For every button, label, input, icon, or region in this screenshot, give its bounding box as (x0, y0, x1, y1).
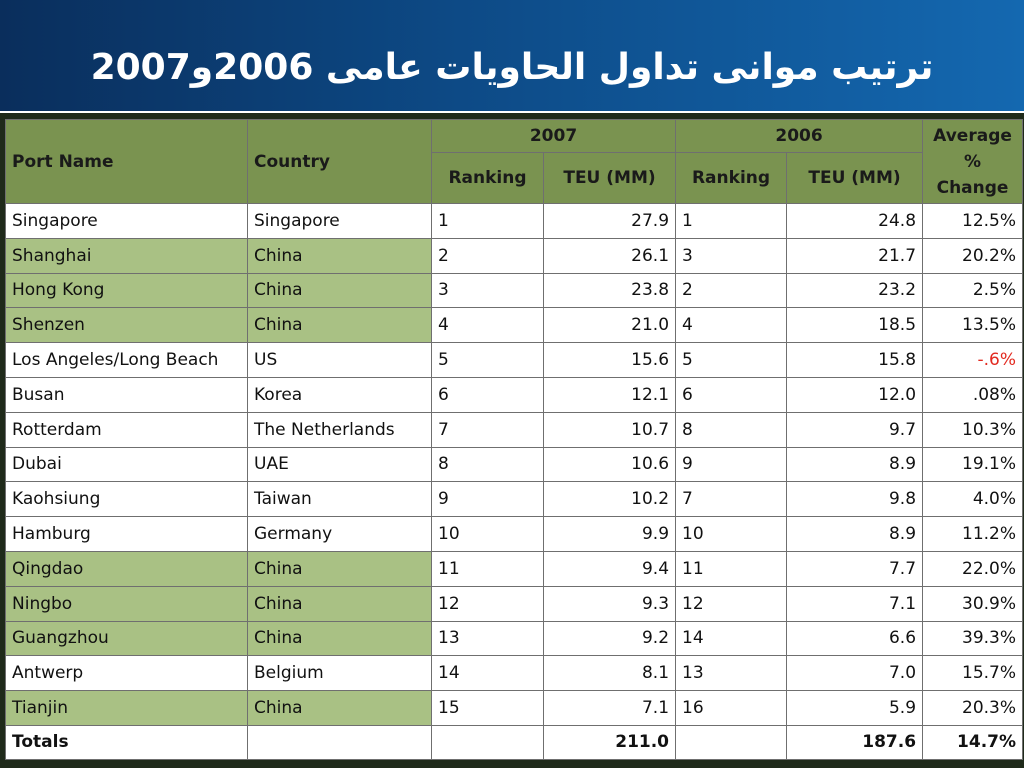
cell-teu-2007: 15.6 (544, 343, 676, 378)
cell-teu-2007: 23.8 (544, 273, 676, 308)
header-year-2007: 2007 (432, 120, 676, 153)
cell-ranking-2007: 5 (432, 343, 544, 378)
cell-country: UAE (248, 447, 432, 482)
header-change-line3: Change (936, 177, 1009, 198)
cell-ranking-2006: 2 (676, 273, 787, 308)
cell-ranking-2007: 6 (432, 377, 544, 412)
cell-average-change: 30.9% (923, 586, 1023, 621)
cell-country: China (248, 621, 432, 656)
header-change-line2: % (964, 151, 982, 172)
header-row-top (6, 120, 1023, 153)
cell-average-change: 11.2% (923, 517, 1023, 552)
totals-label: Totals (6, 725, 248, 759)
cell-port-name: Los Angeles/Long Beach (6, 343, 248, 378)
cell-ranking-2006: 5 (676, 343, 787, 378)
cell-ranking-2007: 8 (432, 447, 544, 482)
port-ranking-table (5, 119, 1023, 760)
cell-port-name: Hamburg (6, 517, 248, 552)
cell-ranking-2007: 15 (432, 691, 544, 726)
totals-teu-2006: 187.6 (787, 725, 923, 759)
cell-ranking-2007: 12 (432, 586, 544, 621)
cell-ranking-2006: 4 (676, 308, 787, 343)
cell-average-change: 2.5% (923, 273, 1023, 308)
cell-ranking-2006: 8 (676, 412, 787, 447)
cell-teu-2006: 21.7 (787, 238, 923, 273)
cell-teu-2006: 15.8 (787, 343, 923, 378)
cell-teu-2006: 9.8 (787, 482, 923, 517)
header-ranking-2007: Ranking (432, 153, 544, 204)
cell-teu-2007: 26.1 (544, 238, 676, 273)
table-row (6, 482, 1023, 517)
cell-country: Belgium (248, 656, 432, 691)
cell-port-name: Qingdao (6, 551, 248, 586)
table-row (6, 343, 1023, 378)
cell-average-change: 4.0% (923, 482, 1023, 517)
cell-port-name: Singapore (6, 204, 248, 239)
header-teu-2006: TEU (MM) (787, 153, 923, 204)
cell-country: Korea (248, 377, 432, 412)
totals-rank-2006-empty (676, 725, 787, 759)
table-row (6, 517, 1023, 552)
cell-ranking-2006: 13 (676, 656, 787, 691)
cell-country: China (248, 586, 432, 621)
cell-ranking-2007: 1 (432, 204, 544, 239)
cell-teu-2006: 8.9 (787, 447, 923, 482)
cell-port-name: Ningbo (6, 586, 248, 621)
cell-ranking-2006: 14 (676, 621, 787, 656)
table-row (6, 447, 1023, 482)
cell-teu-2006: 7.7 (787, 551, 923, 586)
cell-ranking-2007: 13 (432, 621, 544, 656)
table-row (6, 691, 1023, 726)
table-row (6, 273, 1023, 308)
cell-teu-2006: 18.5 (787, 308, 923, 343)
table-row (6, 621, 1023, 656)
cell-port-name: Shenzen (6, 308, 248, 343)
cell-teu-2007: 7.1 (544, 691, 676, 726)
cell-teu-2006: 23.2 (787, 273, 923, 308)
slide-title: ترتيب موانى تداول الحاويات عامى 2006و2007 (90, 47, 934, 88)
cell-average-change: 13.5% (923, 308, 1023, 343)
header-country: Country (248, 120, 432, 204)
cell-country: China (248, 691, 432, 726)
cell-ranking-2006: 12 (676, 586, 787, 621)
cell-teu-2007: 10.6 (544, 447, 676, 482)
totals-change: 14.7% (923, 725, 1023, 759)
cell-ranking-2007: 4 (432, 308, 544, 343)
cell-teu-2006: 7.0 (787, 656, 923, 691)
cell-ranking-2007: 7 (432, 412, 544, 447)
cell-teu-2007: 12.1 (544, 377, 676, 412)
cell-teu-2006: 12.0 (787, 377, 923, 412)
cell-port-name: Dubai (6, 447, 248, 482)
cell-port-name: Rotterdam (6, 412, 248, 447)
cell-port-name: Antwerp (6, 656, 248, 691)
cell-average-change: 20.2% (923, 238, 1023, 273)
cell-average-change: 39.3% (923, 621, 1023, 656)
cell-teu-2006: 7.1 (787, 586, 923, 621)
cell-country: China (248, 308, 432, 343)
cell-ranking-2006: 16 (676, 691, 787, 726)
cell-teu-2007: 9.2 (544, 621, 676, 656)
cell-country: Germany (248, 517, 432, 552)
cell-ranking-2007: 11 (432, 551, 544, 586)
cell-average-change: 10.3% (923, 412, 1023, 447)
header-average-change (923, 120, 1023, 204)
table-row (6, 238, 1023, 273)
cell-teu-2007: 9.4 (544, 551, 676, 586)
cell-teu-2007: 10.2 (544, 482, 676, 517)
cell-ranking-2006: 1 (676, 204, 787, 239)
cell-port-name: Shanghai (6, 238, 248, 273)
header-port-name: Port Name (6, 120, 248, 204)
table-row (6, 412, 1023, 447)
cell-ranking-2007: 10 (432, 517, 544, 552)
cell-teu-2007: 27.9 (544, 204, 676, 239)
table-row (6, 551, 1023, 586)
table-body (6, 204, 1023, 726)
table-row (6, 586, 1023, 621)
cell-teu-2007: 9.9 (544, 517, 676, 552)
header-teu-2007: TEU (MM) (544, 153, 676, 204)
cell-average-change: 20.3% (923, 691, 1023, 726)
cell-country: China (248, 238, 432, 273)
header-change-line1: Average (933, 125, 1012, 146)
cell-teu-2006: 6.6 (787, 621, 923, 656)
cell-ranking-2006: 10 (676, 517, 787, 552)
cell-country: The Netherlands (248, 412, 432, 447)
cell-country: US (248, 343, 432, 378)
cell-average-change: -.6% (923, 343, 1023, 378)
cell-teu-2007: 8.1 (544, 656, 676, 691)
cell-teu-2006: 24.8 (787, 204, 923, 239)
header-year-2006: 2006 (676, 120, 923, 153)
cell-ranking-2006: 7 (676, 482, 787, 517)
cell-port-name: Hong Kong (6, 273, 248, 308)
cell-country: Taiwan (248, 482, 432, 517)
totals-teu-2007: 211.0 (544, 725, 676, 759)
cell-country: China (248, 551, 432, 586)
table-row (6, 204, 1023, 239)
cell-ranking-2006: 6 (676, 377, 787, 412)
cell-ranking-2007: 14 (432, 656, 544, 691)
cell-teu-2006: 8.9 (787, 517, 923, 552)
cell-ranking-2006: 9 (676, 447, 787, 482)
table-row (6, 377, 1023, 412)
cell-teu-2007: 10.7 (544, 412, 676, 447)
cell-country: China (248, 273, 432, 308)
cell-average-change: 12.5% (923, 204, 1023, 239)
header-ranking-2006: Ranking (676, 153, 787, 204)
cell-ranking-2007: 9 (432, 482, 544, 517)
cell-teu-2007: 9.3 (544, 586, 676, 621)
cell-ranking-2006: 3 (676, 238, 787, 273)
cell-port-name: Tianjin (6, 691, 248, 726)
totals-rank-2007-empty (432, 725, 544, 759)
cell-country: Singapore (248, 204, 432, 239)
cell-average-change: 19.1% (923, 447, 1023, 482)
cell-teu-2007: 21.0 (544, 308, 676, 343)
cell-ranking-2007: 2 (432, 238, 544, 273)
cell-teu-2006: 5.9 (787, 691, 923, 726)
table-row (6, 308, 1023, 343)
cell-port-name: Guangzhou (6, 621, 248, 656)
cell-average-change: 15.7% (923, 656, 1023, 691)
totals-row (6, 725, 1023, 759)
cell-port-name: Busan (6, 377, 248, 412)
cell-port-name: Kaohsiung (6, 482, 248, 517)
totals-country-empty (248, 725, 432, 759)
cell-ranking-2007: 3 (432, 273, 544, 308)
table-row (6, 656, 1023, 691)
cell-average-change: 22.0% (923, 551, 1023, 586)
cell-teu-2006: 9.7 (787, 412, 923, 447)
cell-average-change: .08% (923, 377, 1023, 412)
cell-ranking-2006: 11 (676, 551, 787, 586)
